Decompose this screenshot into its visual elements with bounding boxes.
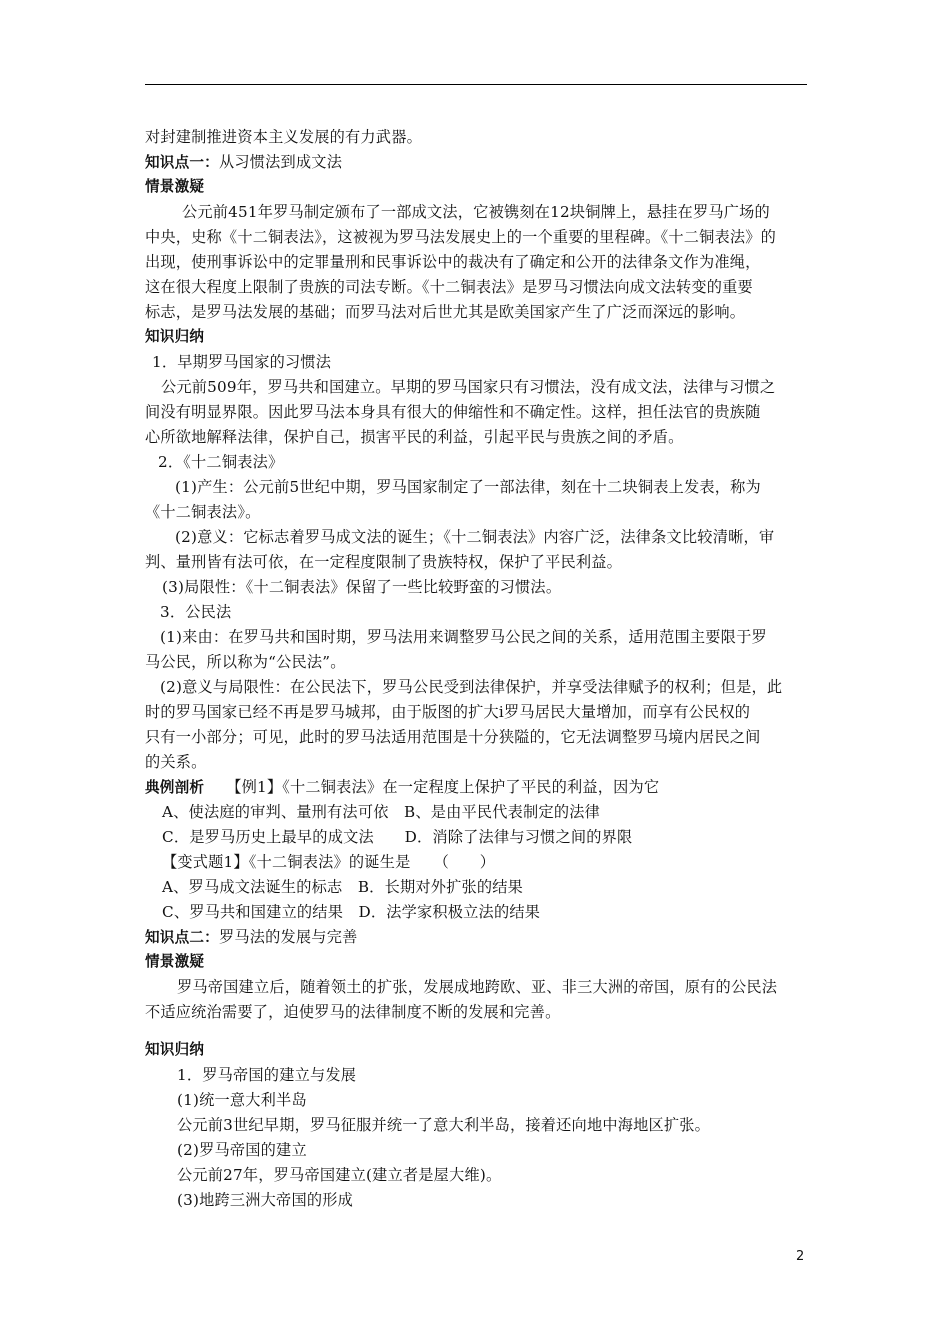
- text-line: (2)罗马帝国的建立: [177, 1141, 307, 1159]
- text-line: (2)意义与局限性：在公民法下，罗马公民受到法律保护，并享受法律赋予的权利；但是，此: [160, 678, 783, 696]
- text-line: (2)意义：它标志着罗马成文法的诞生；《十二铜表法》内容广泛，法律条文比较清晰，审: [175, 528, 775, 546]
- section-heading: [145, 927, 357, 948]
- text-line: 公元前3世纪早期，罗马征服并统一了意大利半岛，接着还向地中海地区扩张。: [177, 1116, 711, 1134]
- text-line: (1)产生：公元前5世纪中期，罗马国家制定了一部法律，刻在十二块铜表上发表，称为: [175, 478, 761, 496]
- text-line: 只有一小部分；可见，此时的罗马法适用范围是十分狭隘的，它无法调整罗马境内居民之间: [145, 728, 761, 746]
- text-line: 公元前451年罗马制定颁布了一部成文法，它被镌刻在12块铜牌上，悬挂在罗马广场的: [182, 203, 770, 221]
- text-line: 判、量刑皆有法可依，在一定程度限制了贵族特权，保护了平民利益。: [145, 553, 623, 571]
- text-line: 不适应统治需要了，迫使罗马的法律制度不断的发展和完善。: [145, 1003, 561, 1021]
- text-line: 心所欲地解释法律，保护自己，损害平民的利益，引起平民与贵族之间的矛盾。: [145, 428, 684, 446]
- section-heading-label: 知识点一：: [145, 154, 219, 171]
- text-line: 的关系。: [145, 753, 207, 771]
- text-line: (3)地跨三洲大帝国的形成: [177, 1191, 353, 1209]
- text-line: 标志，是罗马法发展的基础；而罗马法对后世尤其是欧美国家产生了广泛而深远的影响。: [145, 303, 746, 321]
- text-line: 公元前27年，罗马帝国建立(建立者是屋大维)。: [177, 1166, 502, 1184]
- subheading: 知识归纳: [145, 328, 205, 345]
- subheading: 知识归纳: [145, 1041, 205, 1058]
- example-question: 【例1】《十二铜表法》在一定程度上保护了平民的利益，因为它: [226, 778, 660, 796]
- answer-options: C、罗马共和国建立的结果 D．法学家积极立法的结果: [162, 903, 541, 921]
- text-line: 对封建制推进资本主义发展的有力武器。: [145, 128, 422, 146]
- text-line: 中央，史称《十二铜表法》，这被视为罗马法发展史上的一个重要的里程碑。《十二铜表法》的: [145, 228, 777, 246]
- text-line: 《十二铜表法》。: [145, 503, 261, 521]
- page-number: 2: [796, 1249, 805, 1264]
- subheading: 情景激疑: [145, 953, 205, 970]
- text-line: 3．公民法: [160, 603, 232, 621]
- text-line: 间没有明显界限。因此罗马法本身具有很大的伸缩性和不确定性。这样，担任法官的贵族随: [145, 403, 761, 421]
- section-heading-title: 罗马法的发展与完善: [218, 928, 358, 946]
- text-line: 罗马帝国建立后，随着领土的扩张，发展成地跨欧、亚、非三大洲的帝国，原有的公民法: [177, 978, 778, 996]
- text-line: 1．罗马帝国的建立与发展: [177, 1066, 357, 1084]
- section-heading: [145, 152, 342, 173]
- section-heading-title: 从习惯法到成文法: [218, 153, 343, 171]
- header-rule: [145, 84, 807, 85]
- text-line: (3)局限性：《十二铜表法》保留了一些比较野蛮的习惯法。: [162, 578, 562, 596]
- answer-options: A、罗马成文法诞生的标志 B．长期对外扩张的结果: [162, 878, 524, 896]
- text-line: 时的罗马国家已经不再是罗马城邦，由于版图的扩大i罗马居民大量增加，而享有公民权的: [145, 703, 751, 721]
- answer-options: A、使法庭的审判、量刑有法可依 B、是由平民代表制定的法律: [162, 803, 600, 821]
- example-heading-label: 典例剖析: [145, 779, 205, 796]
- text-line: (1)统一意大利半岛: [177, 1091, 307, 1109]
- text-line: 这在很大程度上限制了贵族的司法专断。《十二铜表法》是罗马习惯法向成文法转变的重要: [145, 278, 753, 296]
- section-heading-label: 知识点二：: [145, 929, 219, 946]
- answer-options: C．是罗马历史上最早的成文法 D．消除了法律与习惯之间的界限: [162, 828, 633, 846]
- text-line: 2．《十二铜表法》: [158, 453, 284, 471]
- text-line: 公元前509年，罗马共和国建立。早期的罗马国家只有习惯法，没有成文法，法律与习惯之: [161, 378, 776, 396]
- subheading: 情景激疑: [145, 178, 205, 195]
- text-line: 马公民，所以称为“公民法”。: [145, 653, 346, 671]
- text-line: (1)来由：在罗马共和国时期，罗马法用来调整罗马公民之间的关系，适用范围主要限于罗: [160, 628, 767, 646]
- text-line: 1．早期罗马国家的习惯法: [152, 353, 332, 371]
- text-line: 出现，使刑事诉讼中的定罪量刑和民事诉讼中的裁决有了确定和公开的法律条文作为准绳，: [145, 253, 761, 271]
- example-heading: [145, 777, 659, 798]
- variant-question: 【变式题1】《十二铜表法》的诞生是 （ ）: [162, 853, 496, 871]
